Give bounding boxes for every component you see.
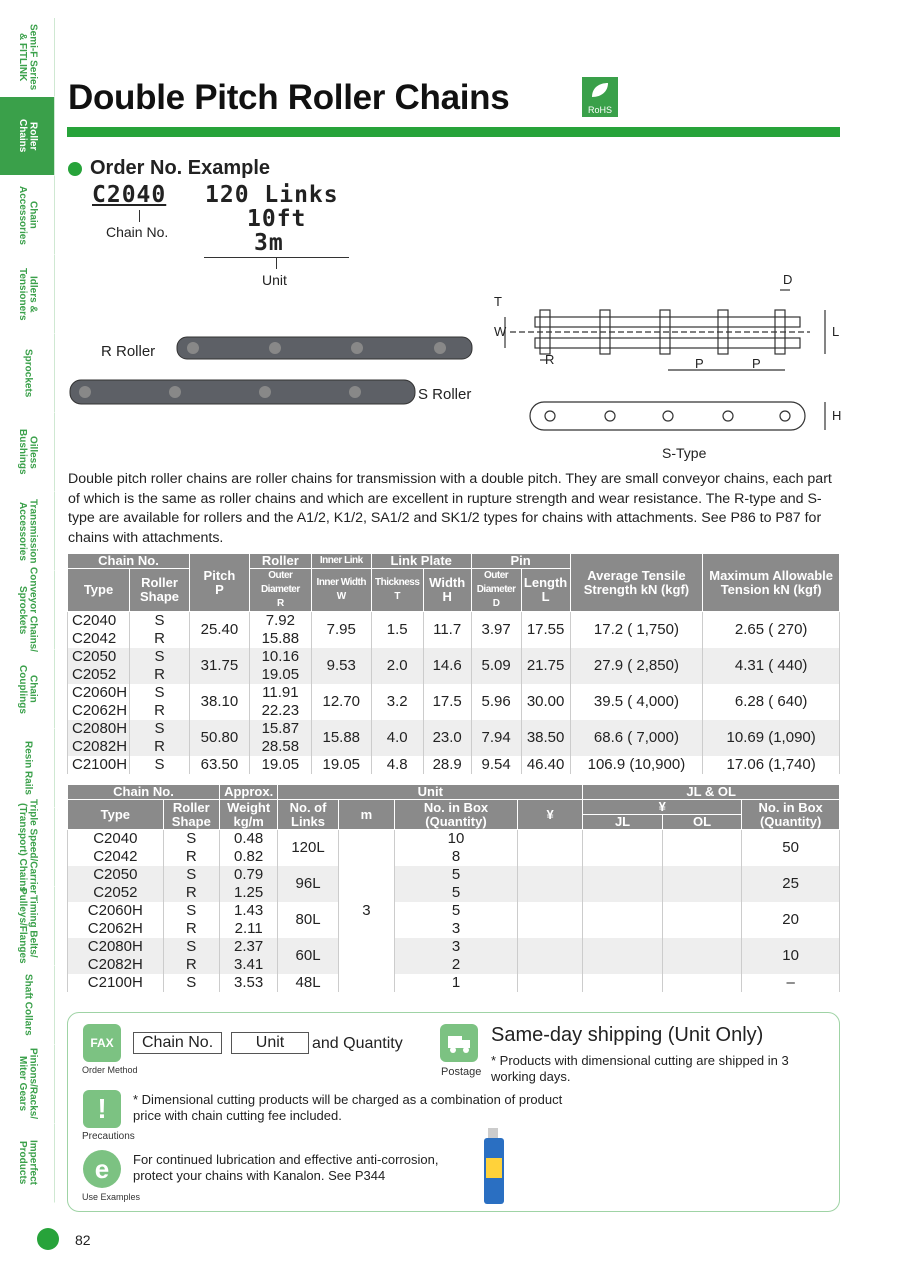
chain-photo xyxy=(65,325,485,425)
table-cell xyxy=(662,974,742,992)
dim-t: T xyxy=(494,294,502,309)
spec-table: Chain No. Pitch P Roller Inner Link Link Plate Pin Average Tensile Strength kN (kgf) Maximum Allowable Tension kN (kgf) Type Roller Shape Outer Diameter R Inner Width W Thickness T Width H Outer Diameter D Length L C2040 C2042 S R 25.40 7.92 15.88 7.95 1.5 11.7 3.97 17.55 17.2 ( 1,750) 2.65 ( 270) C2050 C2052 S R 31.75 10.16 19.05 9.53 2.0 14.6 5.09 21.75 27.9 ( 2,850) 4.31 ( 440) C2060H C2062H S R 38.10 11.91 22.23 12.70 3.2 17.5 5.96 30.00 39.5 ( 4,000) 6.28 ( 640) C2080H C2082H S R 50.80 15.87 28.58 15.88 4.0 23.0 7.94 38.50 68.6 ( 7,000) 10.69 (1,090) C2100H S 63.50 19.05 19.05 4.8 28.9 9.54 46.40 106.9 (10,900) 17.06 (1,740) xyxy=(67,553,840,774)
table-cell: 12.70 xyxy=(311,684,371,720)
table-cell: 0.48 0.82 xyxy=(219,830,277,867)
sidebar-item-label: Timing Belts/ Pulleys/Flanges xyxy=(17,888,39,964)
table-cell: 10.69 (1,090) xyxy=(703,720,840,756)
exclamation-icon: ! xyxy=(83,1090,121,1128)
table-row xyxy=(68,902,840,938)
sidebar-item[interactable] xyxy=(0,799,55,895)
table-cell: C2100H xyxy=(68,974,164,992)
table-cell: 15.87 28.58 xyxy=(249,720,311,756)
order-method-label: Order Method xyxy=(82,1065,138,1075)
table-cell: 17.5 xyxy=(423,684,471,720)
same-day-shipping: Same-day shipping (Unit Only) xyxy=(491,1024,764,1046)
table-cell xyxy=(517,830,582,867)
table-cell: 4.0 xyxy=(371,720,423,756)
table-row xyxy=(68,830,840,867)
table-cell: 7.94 xyxy=(471,720,521,756)
sidebar-item[interactable] xyxy=(0,413,55,492)
table-cell: 17.06 (1,740) xyxy=(703,756,840,774)
sidebar-item[interactable] xyxy=(0,492,55,571)
table-cell: 28.9 xyxy=(423,756,471,774)
sidebar-item[interactable] xyxy=(0,176,55,255)
table-cell: 2.37 3.41 xyxy=(219,938,277,974)
dim-p2: P xyxy=(752,356,761,371)
table-cell xyxy=(662,866,742,902)
table-cell: 10.16 19.05 xyxy=(249,648,311,684)
sidebar-item-label: Conveyor Chains/ Sprockets xyxy=(17,567,39,653)
table-row xyxy=(68,684,840,720)
table-cell: 11.91 22.23 xyxy=(249,684,311,720)
chain-no-tick xyxy=(139,210,140,222)
table-cell: S R xyxy=(163,902,219,938)
table-cell: S R xyxy=(130,684,190,720)
table-cell xyxy=(583,866,663,902)
truck-icon xyxy=(440,1024,478,1062)
table-cell: 9.53 xyxy=(311,648,371,684)
table-cell: S R xyxy=(130,720,190,756)
table-cell: 9.54 xyxy=(471,756,521,774)
sidebar-item[interactable] xyxy=(0,567,55,653)
table-cell: 80L xyxy=(278,902,338,938)
table-cell xyxy=(662,902,742,938)
table-cell: 48L xyxy=(278,974,338,992)
sidebar-item-label: Chain Couplings xyxy=(17,664,39,714)
table-cell xyxy=(517,866,582,902)
postage-label: Postage xyxy=(441,1066,482,1078)
precautions-label: Precautions xyxy=(82,1131,135,1142)
table-cell: 14.6 xyxy=(423,648,471,684)
table-row xyxy=(68,938,840,974)
order-links: 120 Links xyxy=(205,182,339,208)
table-cell: S R xyxy=(130,648,190,684)
table-cell: 17.2 ( 1,750) xyxy=(570,612,703,649)
r-roller-label: R Roller xyxy=(101,343,156,360)
sidebar-item[interactable] xyxy=(0,334,55,413)
table-cell: 106.9 (10,900) xyxy=(570,756,703,774)
sidebar-item-label: Shaft Collars xyxy=(22,974,34,1036)
table-cell: 1 xyxy=(395,974,518,992)
table-cell: 2.0 xyxy=(371,648,423,684)
sidebar-item[interactable] xyxy=(0,18,55,97)
table-cell: 2.65 ( 270) xyxy=(703,612,840,649)
s-type-label: S-Type xyxy=(662,445,707,461)
sidebar-item-label: Sprockets xyxy=(22,348,34,398)
table-cell: 63.50 xyxy=(189,756,249,774)
table-cell: 25 xyxy=(742,866,840,902)
precaution-text: * Dimensional cutting products will be charged as a combination of product price with chain cutting fee included. xyxy=(133,1092,563,1123)
table-cell: 10 xyxy=(742,938,840,974)
table-cell: 21.75 xyxy=(521,648,570,684)
table-cell: S xyxy=(163,974,219,992)
table-cell: 5 5 xyxy=(395,866,518,902)
table-cell: 1.5 xyxy=(371,612,423,649)
e-icon: e xyxy=(83,1150,121,1188)
sidebar-item-label: Oilless Bushings xyxy=(17,429,39,475)
table-row xyxy=(68,612,840,649)
chain-no-label: Chain No. xyxy=(106,224,169,240)
order-code: C2040 xyxy=(92,182,167,208)
same-day-note: * Products with dimensional cutting are shipped in 3 working days. xyxy=(491,1053,789,1084)
and-quantity: and Quantity xyxy=(312,1035,403,1052)
dim-w: W xyxy=(494,324,507,339)
table-cell: 19.05 xyxy=(311,756,371,774)
table-cell: 5 3 xyxy=(395,902,518,938)
table-row xyxy=(68,756,840,774)
table-cell: C2050 C2052 xyxy=(68,866,164,902)
table-cell: C2040 C2042 xyxy=(68,612,130,649)
table-cell: 38.50 xyxy=(521,720,570,756)
unit-tick xyxy=(276,257,277,269)
sidebar-item[interactable] xyxy=(0,650,55,729)
table-cell: C2060H C2062H xyxy=(68,684,130,720)
table-cell: 3.2 xyxy=(371,684,423,720)
fax-icon: FAX xyxy=(83,1024,121,1062)
chain-no-box: Chain No. xyxy=(133,1032,222,1054)
page-number: 82 xyxy=(75,1232,91,1248)
unit-box: Unit xyxy=(231,1032,309,1054)
table-row xyxy=(68,974,840,992)
table-cell xyxy=(662,830,742,867)
table-cell: S R xyxy=(163,938,219,974)
table-cell xyxy=(517,902,582,938)
table-cell: – xyxy=(742,974,840,992)
table-cell xyxy=(517,938,582,974)
page-title: Double Pitch Roller Chains xyxy=(68,78,510,117)
table-cell: 3 xyxy=(338,830,394,993)
table-cell: 31.75 xyxy=(189,648,249,684)
table-cell xyxy=(583,830,663,867)
sidebar-item[interactable] xyxy=(0,97,55,176)
leaf-icon xyxy=(590,81,610,99)
table-cell: 15.88 xyxy=(311,720,371,756)
sidebar-item-label: Imperfect Products xyxy=(17,1140,39,1186)
table-cell xyxy=(583,902,663,938)
table-cell: C2040 C2042 xyxy=(68,830,164,867)
bullet-icon xyxy=(68,162,82,176)
table-cell: C2080H C2082H xyxy=(68,938,164,974)
order-m: 3m xyxy=(254,230,284,256)
table-cell: 1.43 2.11 xyxy=(219,902,277,938)
s-roller-label: S Roller xyxy=(418,386,472,403)
order-example-heading: Order No. Example xyxy=(68,157,270,180)
table-cell: 96L xyxy=(278,866,338,902)
table-cell: 3 2 xyxy=(395,938,518,974)
table-cell: C2080H C2082H xyxy=(68,720,130,756)
table-cell: 7.92 15.88 xyxy=(249,612,311,649)
table-cell: 0.79 1.25 xyxy=(219,866,277,902)
table-cell: 68.6 ( 7,000) xyxy=(570,720,703,756)
table-cell: C2100H xyxy=(68,756,130,774)
page-dot xyxy=(37,1228,59,1250)
table-cell: 17.55 xyxy=(521,612,570,649)
order-ft: 10ft xyxy=(247,206,307,232)
table-cell: 27.9 ( 2,850) xyxy=(570,648,703,684)
table-cell: 25.40 xyxy=(189,612,249,649)
sidebar-nav xyxy=(0,18,55,1203)
sidebar-item-label: Semi-F Series & FITLINK xyxy=(17,23,39,91)
rohs-badge: RoHS xyxy=(582,77,618,117)
order-table: Chain No. Approx. Unit JL & OL Type Roller Shape Weight kg/m No. of Links m No. in Box (Quantity) ¥ ¥ No. in Box (Quantity) JL OL C2040 C2042 S R 0.48 0.82 120L 3 10 8 50 C2050 C2052 S R 0.79 1.25 96L 5 5 25 C2060H C2062H S R 1.43 2.11 80L 5 3 20 C2080H C2082H S R 2.37 3.41 60L 3 2 10 C2100H S 3.53 48L 1 – xyxy=(67,784,840,992)
sidebar-item[interactable] xyxy=(0,729,55,808)
dim-d: D xyxy=(783,272,793,287)
table-cell: 7.95 xyxy=(311,612,371,649)
table-cell: 3.97 xyxy=(471,612,521,649)
sidebar-item-label: Pinions/Racks/ Miter Gears xyxy=(17,1048,39,1120)
sidebar-item-label: Transmission Accessories xyxy=(17,498,39,564)
table-cell: 20 xyxy=(742,902,840,938)
table-cell: C2050 C2052 xyxy=(68,648,130,684)
table-cell: S R xyxy=(163,866,219,902)
table-cell: 6.28 ( 640) xyxy=(703,684,840,720)
description: Double pitch roller chains are roller chains for transmission with a double pitch. They are small conveyor chains, each part of which is the same as roller chains and which are excellent in rupture strength and wear resistance. The R-type and S-type are available for rollers and the A1/2, K1/2, SA1/2 and SK1/2 types for chains with attachments. See P86 to P87 for chains with attachments. xyxy=(68,471,832,546)
table-cell: 3.53 xyxy=(219,974,277,992)
table-cell: 30.00 xyxy=(521,684,570,720)
table-cell: 5.09 xyxy=(471,648,521,684)
sidebar-item[interactable] xyxy=(0,255,55,334)
chain-dimension-drawing xyxy=(490,270,850,465)
sidebar-item[interactable] xyxy=(0,1124,55,1203)
table-row xyxy=(68,648,840,684)
table-cell: 120L xyxy=(278,830,338,867)
table-row xyxy=(68,866,840,902)
table-cell: 50 xyxy=(742,830,840,867)
table-row xyxy=(68,720,840,756)
table-cell xyxy=(517,974,582,992)
table-cell: C2060H C2062H xyxy=(68,902,164,938)
table-cell: 38.10 xyxy=(189,684,249,720)
table-cell: S R xyxy=(130,612,190,649)
table-cell: 4.8 xyxy=(371,756,423,774)
table-cell: S R xyxy=(163,830,219,867)
table-cell: 11.7 xyxy=(423,612,471,649)
dim-h: H xyxy=(832,408,842,423)
spray-can-icon xyxy=(482,1128,506,1206)
use-examples-label: Use Examples xyxy=(82,1192,141,1202)
table-cell xyxy=(583,938,663,974)
sidebar-item-label: Triple Speed/Carrier (Transport) Chains xyxy=(17,799,39,895)
table-cell: 19.05 xyxy=(249,756,311,774)
sidebar-item-label: Roller Chains xyxy=(17,119,39,153)
table-cell: 10 8 xyxy=(395,830,518,867)
dim-p1: P xyxy=(695,356,704,371)
table-cell: S xyxy=(130,756,190,774)
sidebar-item-label: Resin Rails xyxy=(22,741,34,795)
table-cell: 4.31 ( 440) xyxy=(703,648,840,684)
table-cell xyxy=(662,938,742,974)
unit-label: Unit xyxy=(262,272,287,288)
sidebar-item-label: Idlers & Tensioners xyxy=(17,267,39,321)
use-examples-text: For continued lubrication and effective anti-corrosion, protect your chains with Kanalon. See P344 xyxy=(133,1152,439,1183)
table-cell: 46.40 xyxy=(521,756,570,774)
dim-l: L xyxy=(832,324,840,339)
sidebar-item-label: Chain Accessories xyxy=(17,185,39,245)
table-cell: 39.5 ( 4,000) xyxy=(570,684,703,720)
sidebar-item[interactable] xyxy=(0,966,55,1045)
table-cell xyxy=(583,974,663,992)
table-cell: 23.0 xyxy=(423,720,471,756)
dim-r: R xyxy=(545,352,555,367)
sidebar-item[interactable] xyxy=(0,887,55,966)
table-cell: 5.96 xyxy=(471,684,521,720)
table-cell: 50.80 xyxy=(189,720,249,756)
table-cell: 60L xyxy=(278,938,338,974)
title-underline xyxy=(67,127,840,137)
sidebar-item[interactable] xyxy=(0,1045,55,1124)
